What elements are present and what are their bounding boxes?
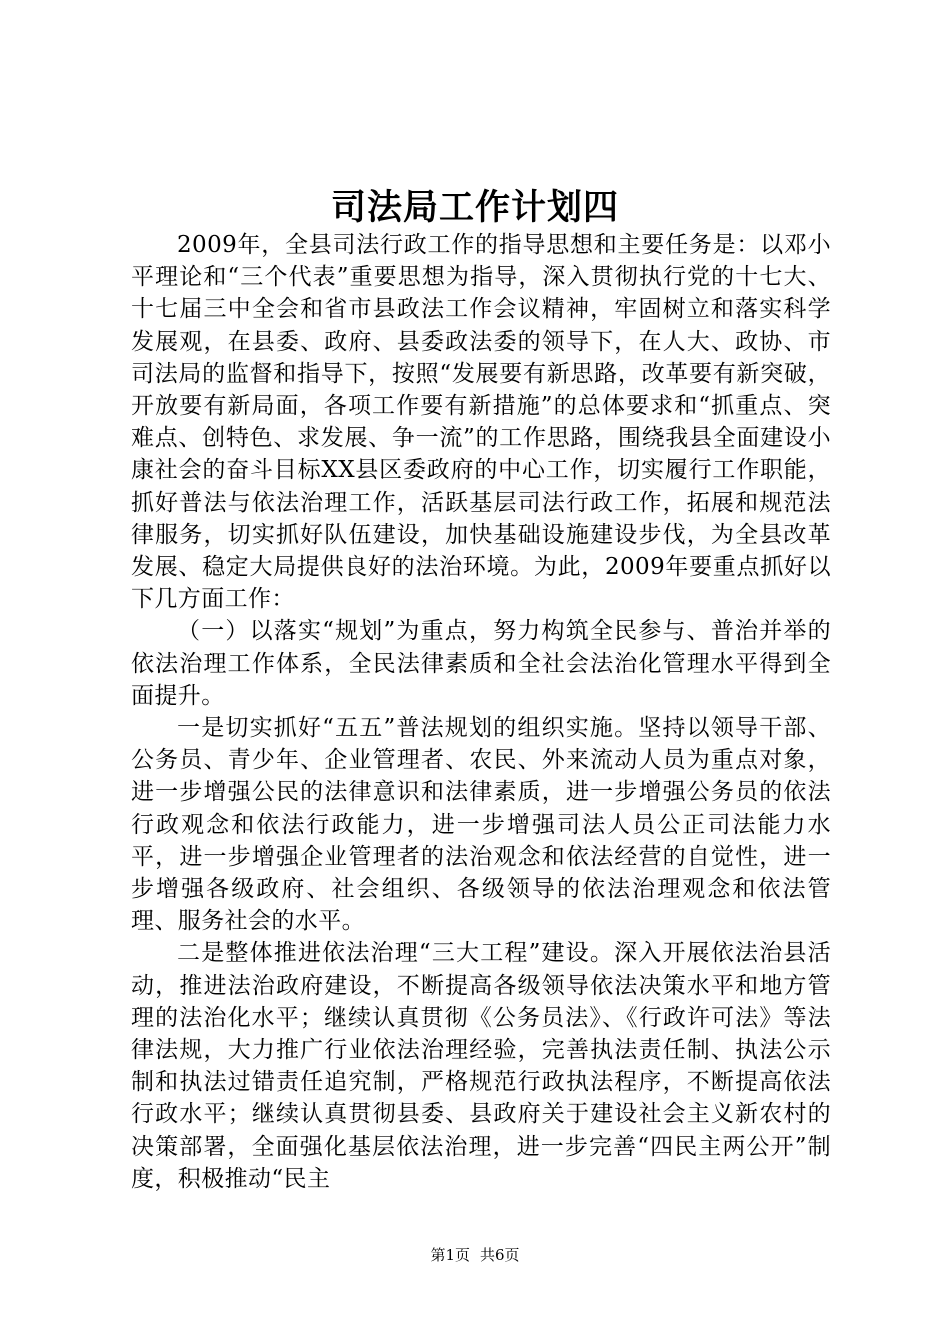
paragraph-point-2: 二是整体推进依法治理“三大工程”建设。深入开展依法治县活动，推进法治政府建设，不断提高各级领导依法决策水平和地方管理的法治化水平；继续认真贯彻《公务员法》、《行政许可法》等法律法规，大力推广行业依法治理经验，完善执法责任制、执法公示制和执法过错责任追究制，严格规范行政执法程序，不断提高依法行政水平；继续认真贯彻县委、县政府关于建设社会主义新农村的决策部署，全面强化基层依法治理，进一步完善“四民主两公开”制度，积极推动“民主 [131,940,831,1192]
page-number: 第1页 [430,1246,470,1264]
document-title: 司法局工作计划四 [330,187,619,228]
document-body [131,229,831,1195]
paragraph-section-1: （一）以落实“规划”为重点，努力构筑全民参与、普治并举的依法治理工作体系，全民法律素质和全社会法治化管理水平得到全面提升。 [131,618,831,709]
page-total: 共6页 [480,1246,520,1264]
page-footer [0,1244,950,1266]
paragraph-intro: 2009年，全县司法行政工作的指导思想和主要任务是：以邓小平理论和“三个代表”重要思想为指导，深入贯彻执行党的十七大、十七届三中全会和省市县政法工作会议精神，牢固树立和落实科学发展观，在县委、政府、县委政法委的领导下，在人大、政协、市司法局的监督和指导下，按照“发展要有新思路，改革要有新突破，开放要有新局面，各项工作要有新措施”的总体要求和“抓重点、突难点、创特色、求发展、争一流”的工作思路，围绕我县全面建设小康社会的奋斗目标XX县区委政府的中心工作，切实履行工作职能，抓好普法与依法治理工作，活跃基层司法行政工作，拓展和规范法律服务，切实抓好队伍建设，加快基础设施建设步伐，为全县改革发展、稳定大局提供良好的法治环境。为此，2009年要重点抓好以下几方面工作： [131,232,831,613]
paragraph-point-1: 一是切实抓好“五五”普法规划的组织实施。坚持以领导干部、公务员、青少年、企业管理者、农民、外来流动人员为重点对象，进一步增强公民的法律意识和法律素质，进一步增强公务员的依法行政观念和依法行政能力，进一步增强司法人员公正司法能力水平，进一步增强企业管理者的法治观念和依法经营的自觉性，进一步增强各级政府、社会组织、各级领导的依法治理观念和依法管理、服务社会的水平。 [131,715,831,935]
